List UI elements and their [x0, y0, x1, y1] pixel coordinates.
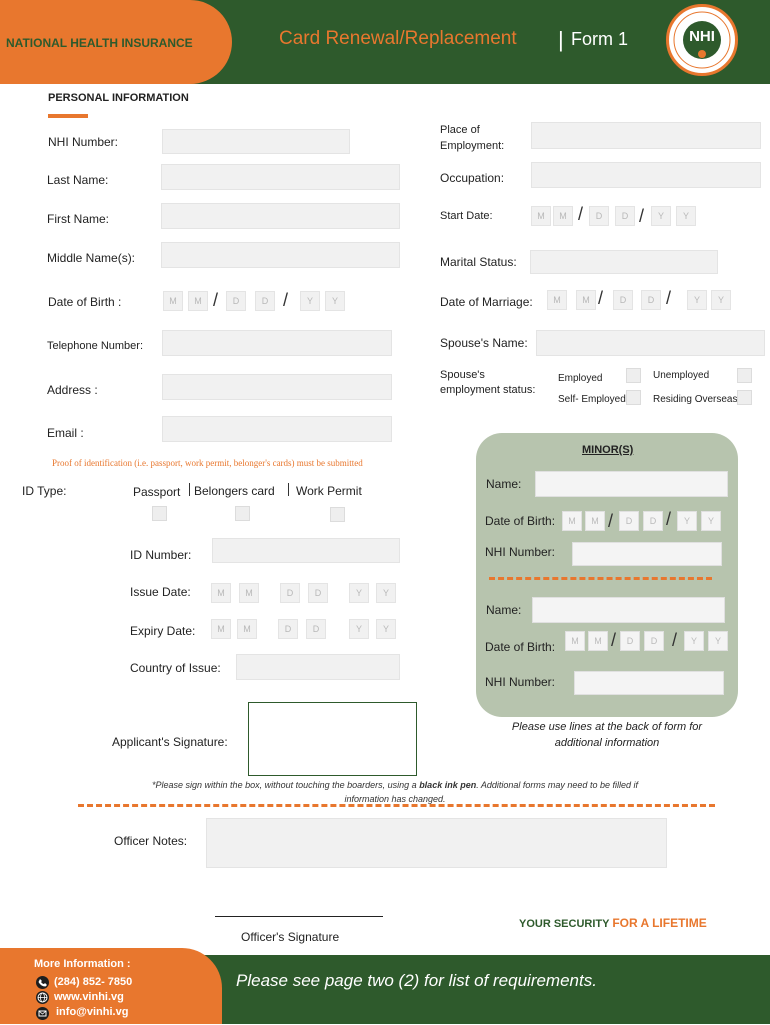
dob-year-2[interactable]: Y [325, 291, 345, 311]
minor-2-name-label: Name: [486, 603, 522, 617]
dob-slash-2: / [283, 290, 289, 310]
start-year-1[interactable]: Y [651, 206, 671, 226]
option-divider-1 [189, 483, 190, 496]
minors-title: MINOR(S) [582, 444, 634, 456]
minor-1-slash-1: / [608, 511, 614, 531]
minor-2-year-2[interactable]: Y [708, 631, 728, 651]
applicant-signature-box[interactable] [248, 702, 417, 776]
expiry-year-2[interactable]: Y [376, 619, 396, 639]
spouse-name-label: Spouse's Name: [440, 336, 528, 350]
passport-label: Passport [133, 485, 181, 499]
country-of-issue-label: Country of Issue: [130, 661, 221, 675]
dob-year-1[interactable]: Y [300, 291, 320, 311]
belongers-card-label: Belongers card [194, 484, 275, 498]
occupation-label: Occupation: [440, 171, 505, 185]
dob-day-2[interactable]: D [255, 291, 275, 311]
minor-1-nhi-label: NHI Number: [485, 545, 556, 559]
marriage-slash-1: / [598, 288, 604, 308]
first-name-label: First Name: [47, 212, 110, 226]
telephone-field[interactable] [162, 330, 392, 356]
start-month-2[interactable]: M [553, 206, 573, 226]
minor-2-slash-2: / [672, 630, 678, 650]
signature-instruction [60, 778, 730, 806]
footer-phone: (284) 852- 7850 [54, 976, 133, 988]
requirements-note: Please see page two (2) for list of requirements. [236, 971, 597, 990]
minor-2-name-field[interactable] [532, 597, 725, 623]
start-slash-2: / [639, 206, 645, 226]
title-separator: | [558, 27, 564, 52]
expiry-date-label: Expiry Date: [130, 624, 196, 638]
employed-checkbox[interactable] [626, 368, 641, 383]
self-employed-label: Self- Employed [558, 394, 626, 405]
first-name-field[interactable] [161, 203, 400, 229]
more-info-label: More Information : [34, 958, 131, 970]
minor-2-year-1[interactable]: Y [684, 631, 704, 651]
minor-1-month-2[interactable]: M [585, 511, 605, 531]
issue-day-1[interactable]: D [280, 583, 300, 603]
marriage-slash-2: / [666, 288, 672, 308]
minor-1-year-2[interactable]: Y [701, 511, 721, 531]
address-field[interactable] [162, 374, 392, 400]
proof-of-identification-note: Proof of identification (i.e. passport, work permit, belonger's cards) must be submitted [52, 458, 363, 468]
agency-name: NATIONAL HEALTH INSURANCE [6, 36, 193, 50]
unemployed-checkbox[interactable] [737, 368, 752, 383]
passport-checkbox[interactable] [152, 506, 167, 521]
spouse-status-label-line1: Spouse's [440, 369, 485, 381]
residing-overseas-checkbox[interactable] [737, 390, 752, 405]
officer-signature-line [215, 916, 383, 917]
officer-notes-field[interactable] [206, 818, 667, 868]
minor-1-year-1[interactable]: Y [677, 511, 697, 531]
footer-email[interactable]: info@vinhi.vg [56, 1006, 129, 1018]
minor-1-name-label: Name: [486, 477, 522, 491]
telephone-label: Telephone Number: [47, 340, 144, 352]
expiry-month-2[interactable]: M [237, 619, 257, 639]
expiry-year-1[interactable]: Y [349, 619, 369, 639]
address-label: Address : [47, 383, 98, 397]
email-field[interactable] [162, 416, 392, 442]
footer-website[interactable]: www.vinhi.vg [54, 991, 124, 1003]
marriage-year-2[interactable]: Y [711, 290, 731, 310]
id-number-label: ID Number: [130, 548, 192, 562]
issue-year-2[interactable]: Y [376, 583, 396, 603]
id-type-label: ID Type: [22, 484, 67, 498]
minors-note-line2: additional information [554, 737, 660, 749]
minor-2-month-1[interactable]: M [565, 631, 585, 651]
issue-day-2[interactable]: D [308, 583, 328, 603]
minor-separator [489, 577, 712, 580]
country-of-issue-field[interactable] [236, 654, 400, 680]
minor-1-dob-label: Date of Birth: [485, 514, 556, 528]
minor-1-day-2[interactable]: D [643, 511, 663, 531]
start-date-label: Start Date: [440, 210, 493, 222]
dob-label: Date of Birth : [48, 295, 122, 309]
marriage-year-1[interactable]: Y [687, 290, 707, 310]
expiry-day-2[interactable]: D [306, 619, 326, 639]
place-of-employment-field[interactable] [531, 122, 761, 149]
section-underline [48, 114, 88, 118]
applicant-signature-label: Applicant's Signature: [112, 735, 228, 749]
marital-status-label: Marital Status: [440, 255, 517, 269]
slogan [519, 916, 707, 930]
start-day-1[interactable]: D [589, 206, 609, 226]
self-employed-checkbox[interactable] [626, 390, 641, 405]
place-of-employment-label-line1: Place of [440, 124, 480, 136]
minor-2-day-2[interactable]: D [644, 631, 664, 651]
last-name-field[interactable] [161, 164, 400, 190]
occupation-field[interactable] [531, 162, 761, 188]
marriage-month-1[interactable]: M [547, 290, 567, 310]
last-name-label: Last Name: [47, 173, 109, 187]
id-number-field[interactable] [212, 538, 400, 563]
slogan-part1: YOUR SECURITY [519, 918, 613, 930]
middle-names-field[interactable] [161, 242, 400, 268]
minor-2-nhi-label: NHI Number: [485, 675, 556, 689]
issue-month-1[interactable]: M [211, 583, 231, 603]
issue-month-2[interactable]: M [239, 583, 259, 603]
phone-icon [36, 976, 49, 989]
officer-signature-label: Officer's Signature [241, 930, 340, 944]
section-divider-dashed [78, 804, 715, 807]
marriage-month-2[interactable]: M [576, 290, 596, 310]
spouse-status-label-line2: employment status: [440, 384, 536, 396]
middle-names-label: Middle Name(s): [47, 251, 136, 265]
marriage-day-2[interactable]: D [641, 290, 661, 310]
residing-overseas-label: Residing Overseas [653, 394, 738, 405]
issue-year-1[interactable]: Y [349, 583, 369, 603]
minor-1-month-1[interactable]: M [562, 511, 582, 531]
expiry-month-1[interactable]: M [211, 619, 231, 639]
signature-instruction-part1: *Please sign within the box, without touching the boarders, using a [152, 780, 420, 790]
form-number: Form 1 [571, 29, 629, 49]
globe-icon [36, 991, 49, 1004]
minor-2-nhi-field[interactable] [574, 671, 724, 695]
minors-note-line1: Please use lines at the back of form for [511, 721, 703, 733]
section-title: PERSONAL INFORMATION [48, 92, 189, 104]
officer-notes-label: Officer Notes: [114, 834, 188, 848]
issue-date-label: Issue Date: [130, 585, 191, 599]
start-year-2[interactable]: Y [676, 206, 696, 226]
minor-1-nhi-field[interactable] [572, 542, 722, 566]
work-permit-label: Work Permit [296, 484, 362, 498]
minor-1-slash-2: / [666, 509, 672, 529]
minor-2-month-2[interactable]: M [588, 631, 608, 651]
signature-instruction-part2: . Additional forms may need to be filled if [476, 780, 638, 790]
unemployed-label: Unemployed [653, 370, 710, 381]
minor-2-day-1[interactable]: D [620, 631, 640, 651]
spouse-name-field[interactable] [536, 330, 765, 356]
minor-1-day-1[interactable]: D [619, 511, 639, 531]
logo-text: NHI [689, 28, 715, 45]
option-divider-2 [288, 483, 289, 496]
start-slash-1: / [578, 204, 584, 224]
email-icon [36, 1007, 49, 1020]
expiry-day-1[interactable]: D [278, 619, 298, 639]
marital-status-field[interactable] [530, 250, 718, 274]
date-of-marriage-label: Date of Marriage: [440, 295, 533, 309]
start-day-2[interactable]: D [615, 206, 635, 226]
email-label: Email : [47, 426, 84, 440]
nhi-logo [666, 4, 738, 76]
dob-month-1[interactable]: M [163, 291, 183, 311]
employed-label: Employed [558, 373, 603, 384]
minor-1-name-field[interactable] [535, 471, 728, 497]
start-month-1[interactable]: M [531, 206, 551, 226]
dob-month-2[interactable]: M [188, 291, 208, 311]
form-title: Card Renewal/Replacement [279, 28, 517, 49]
slogan-part2: FOR A LIFETIME [612, 916, 707, 930]
dob-slash-1: / [213, 290, 219, 310]
work-permit-checkbox[interactable] [330, 507, 345, 522]
nhi-number-field[interactable] [162, 129, 350, 154]
dob-day-1[interactable]: D [226, 291, 246, 311]
place-of-employment-label-line2: Employment: [440, 140, 505, 152]
marriage-day-1[interactable]: D [613, 290, 633, 310]
belongers-card-checkbox[interactable] [235, 506, 250, 521]
minor-2-slash-1: / [611, 630, 617, 650]
signature-instruction-bold: black ink pen [419, 780, 477, 790]
signature-instruction-line2: information has changed. [344, 794, 446, 804]
minor-2-dob-label: Date of Birth: [485, 640, 556, 654]
nhi-number-label: NHI Number: [48, 135, 119, 149]
